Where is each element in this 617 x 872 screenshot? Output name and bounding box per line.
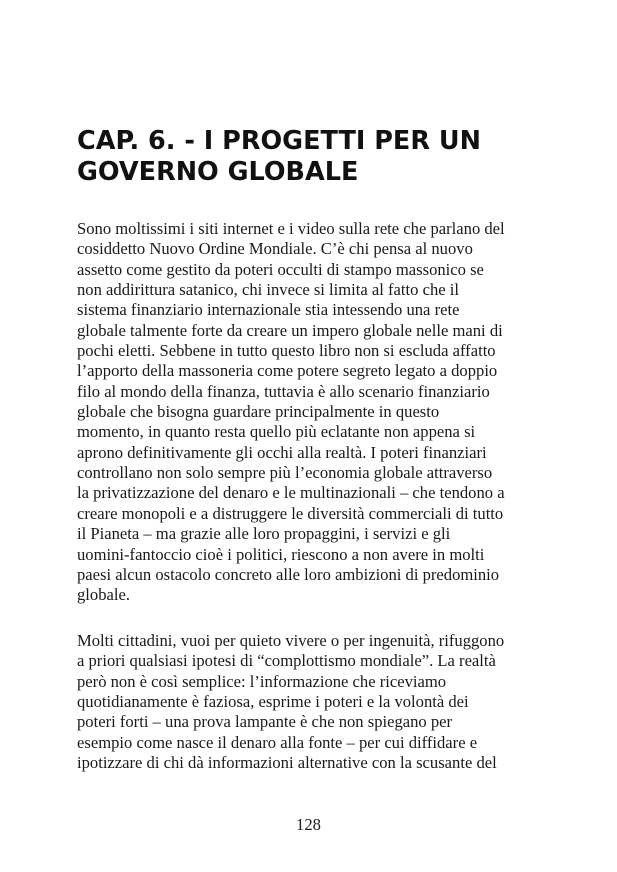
text-line: aprono definitivamente gli occhi alla realtà. I poteri finanziari	[77, 442, 487, 462]
text-line: ipotizzare di chi dà informazioni alternative con la scusante del	[77, 753, 497, 773]
paragraph-1	[77, 219, 547, 606]
text-line: però non è così semplice: l’informazione che riceviamo	[77, 671, 447, 691]
text-line: il Pianeta – ma grazie alle loro propaggini, i servizi e gli	[77, 524, 451, 544]
text-line: la privatizzazione del denaro e le multinazionali – che tendono a	[77, 483, 505, 503]
text-line: momento, in quanto resta quello più eclatante non appena si	[77, 422, 476, 442]
text-line: controllano non solo sempre più l’economia globale attraverso	[77, 463, 493, 483]
text-line: pochi eletti. Sebbene in tutto questo libro non si escluda affatto	[77, 341, 496, 361]
text-line: sistema finanziario internazionale stia intessendo una rete	[77, 300, 460, 320]
text-line: creare monopoli e a distruggere le diversità commerciali di tutto	[77, 503, 504, 523]
text-line: non addirittura satanico, chi invece si limita al fatto che il	[77, 280, 459, 300]
text-line: globale talmente forte da creare un impero globale nelle mani di	[77, 320, 503, 340]
text-line: l’apporto della massoneria come potere segreto legato a doppio	[77, 361, 498, 381]
text-line: Molti cittadini, vuoi per quieto vivere o per ingenuità, rifuggono	[77, 631, 505, 650]
chapter-title	[77, 126, 557, 188]
text-line: a priori qualsiasi ipotesi di “complottismo mondiale”. La realtà	[77, 651, 496, 671]
text-line: globale.	[77, 585, 130, 605]
text-line: globale che bisogna guardare principalmente in questo	[77, 402, 440, 422]
text-line: assetto come gestito da poteri occulti di stampo massonico se	[77, 259, 484, 279]
text-line: Sono moltissimi i siti internet e i video sulla rete che parlano del	[77, 219, 505, 238]
text-line: filo al mondo della finanza, tuttavia è allo scenario finanziario	[77, 381, 490, 401]
text-line: esempio come nasce il denaro alla fonte – per cui diffidare e	[77, 732, 478, 752]
paragraph-2	[77, 631, 547, 773]
text-line: cosiddetto Nuovo Ordine Mondiale. C’è chi pensa al nuovo	[77, 239, 473, 259]
text-line: poteri forti – una prova lampante è che non spiegano per	[77, 712, 453, 732]
chapter-title-line: CAP. 6. - I PROGETTI PER UN	[77, 126, 481, 156]
text-line: quotidianamente è faziosa, esprime i poteri e la volontà dei	[77, 692, 469, 712]
chapter-title-line: GOVERNO GLOBALE	[77, 157, 359, 187]
text-line: paesi alcun ostacolo concreto alle loro ambizioni di predominio	[77, 564, 500, 584]
page-number: 128	[296, 815, 321, 834]
text-line: uomini-fantoccio cioè i politici, riescono a non avere in molti	[77, 544, 485, 564]
